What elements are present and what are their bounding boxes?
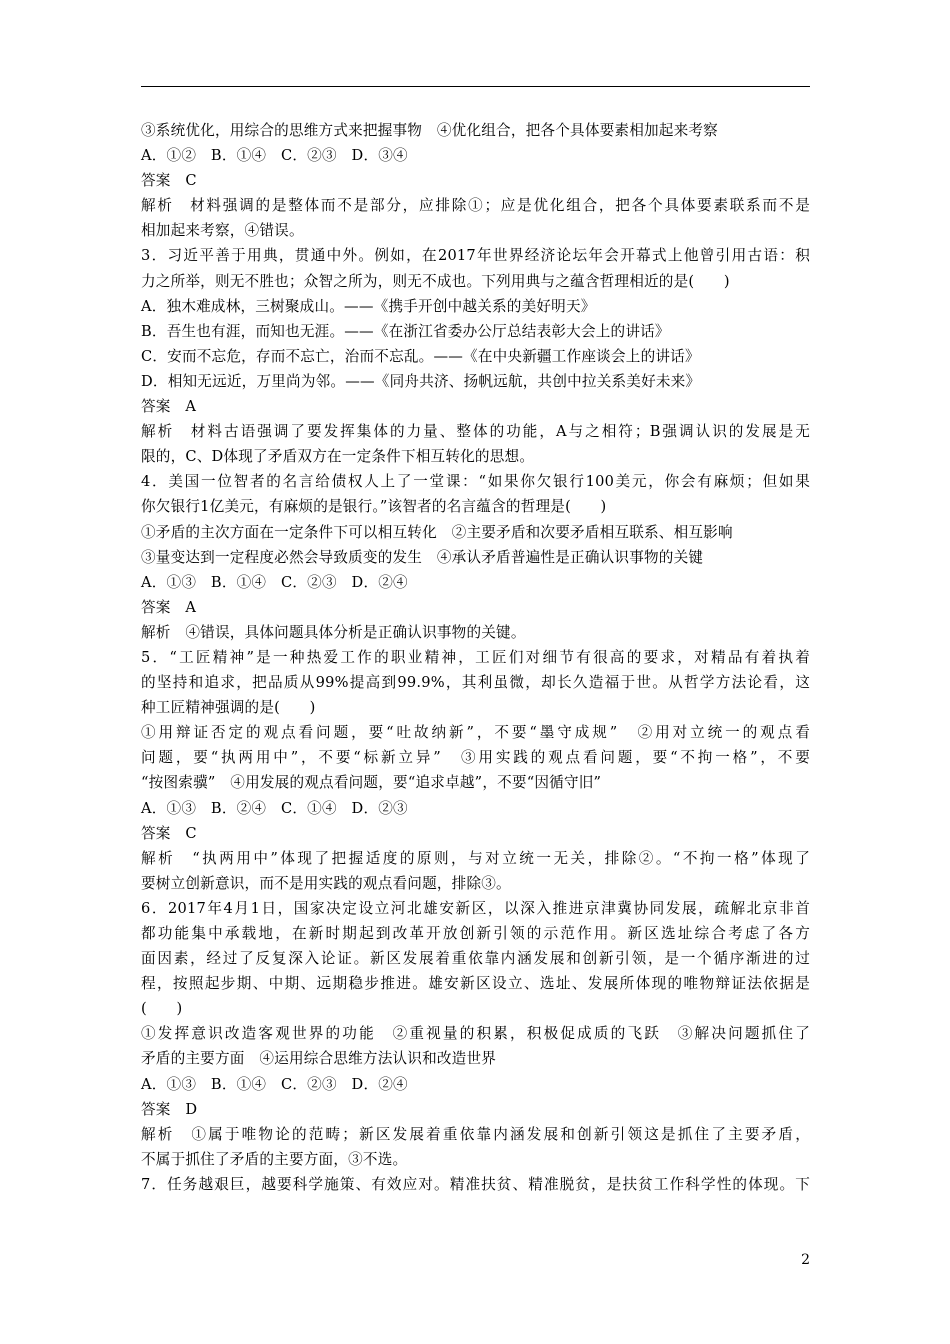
question-6-stem: 6．2017年4月1日，国家决定设立河北雄安新区，以深入推进京津冀协同发展，疏解北京非首 <box>141 899 810 917</box>
header-rule <box>141 86 810 87</box>
option-b: B．吾生也有涯，而知也无涯。——《在浙江省委办公厅总结表彰大会上的讲话》 <box>141 322 670 340</box>
page-body <box>141 118 810 1197</box>
answer-options: A．①③ B．②④ C．①④ D．②③ <box>141 799 408 817</box>
question-6-stem: 都功能集中承载地，在新时期起到改革开放创新引领的示范作用。新区选址综合考虑了各方 <box>141 925 810 942</box>
question-6-stem: ( ) <box>141 1000 183 1018</box>
answer-options: A．①③ B．①④ C．②③ D．②④ <box>141 1075 408 1093</box>
analysis-line: 要树立创新意识，而不是用实践的观点看问题，排除③。 <box>141 874 511 892</box>
question-4-stem: 你欠银行1亿美元，有麻烦的是银行。”该智者的名言蕴含的哲理是( ) <box>141 498 607 516</box>
statement-line: ③量变达到一定程度必然会导致质变的发生 ④承认矛盾普遍性是正确认识事物的关键 <box>141 548 704 566</box>
answer-label: 答案 C <box>141 824 197 842</box>
text-line: ③系统优化，用综合的思维方式来把握事物 ④优化组合，把各个具体要素相加起来考察 <box>141 122 718 139</box>
question-5-stem: 5．“工匠精神”是一种热爱工作的职业精神，工匠们对细节有很高的要求，对精品有着执着 <box>141 648 810 666</box>
answer-label: 答案 D <box>141 1100 198 1118</box>
question-6-stem: 面因素，经过了反复深入论证。新区发展着重依靠内涵发展和创新引领，是一个循序渐进的过 <box>141 950 810 968</box>
option-c: C．安而不忘危，存而不忘亡，治而不忘乱。——《在中央新疆工作座谈会上的讲话》 <box>141 347 700 365</box>
answer-label: 答案 A <box>141 598 197 616</box>
statement-line: “按图索骥” ④用发展的观点看问题，要“追求卓越”，不要“因循守旧” <box>141 774 602 792</box>
question-6-stem: 程，按照起步期、中期、远期稳步推进。雄安新区设立、选址、发展所体现的唯物辩证法依据是 <box>141 975 810 993</box>
question-5-stem: 种工匠精神强调的是( ) <box>141 699 316 717</box>
statement-line: 矛盾的主要方面 ④运用综合思维方法认识和改造世界 <box>141 1050 497 1068</box>
statement-line: ①用辩证否定的观点看问题，要“吐故纳新”，不要“墨守成规” ②用对立统一的观点看 <box>141 724 810 742</box>
answer-options: A．①③ B．①④ C．②③ D．②④ <box>141 573 408 591</box>
statement-line: 问题，要“执两用中”，不要“标新立异” ③用实践的观点看问题，要“不拘一格”，不要 <box>141 749 810 767</box>
analysis-line: 相加起来考察，④错误。 <box>141 222 304 240</box>
analysis-line: 解析 ④错误，具体问题具体分析是正确认识事物的关键。 <box>141 623 526 641</box>
analysis-line: 解析 材料古语强调了要发挥集体的力量、整体的功能，A与之相符；B强调认识的发展是无 <box>141 423 810 441</box>
statement-line: ①发挥意识改造客观世界的功能 ②重视量的积累，积极促成质的飞跃 ③解决问题抓住了 <box>141 1025 810 1043</box>
option-a: A．独木难成林，三树聚成山。——《携手开创中越关系的美好明天》 <box>141 297 596 315</box>
analysis-line: 限的，C、D体现了矛盾双方在一定条件下相互转化的思想。 <box>141 448 535 466</box>
page-number: 2 <box>801 1252 810 1268</box>
analysis-line: 解析 “执两用中”体现了把握适度的原则，与对立统一无关，排除②。“不拘一格”体现了 <box>141 849 810 867</box>
analysis-line: 解析 材料强调的是整体而不是部分，应排除①；应是优化组合，把各个具体要素联系而不是 <box>141 197 810 215</box>
option-d: D．相知无远近，万里尚为邻。——《同舟共济、扬帆远航，共创中拉关系美好未来》 <box>141 372 701 390</box>
analysis-line: 解析 ①属于唯物论的范畴；新区发展着重依靠内涵发展和创新引领这是抓住了主要矛盾， <box>141 1125 810 1143</box>
question-4-stem: 4．美国一位智者的名言给债权人上了一堂课：“如果你欠银行100美元，你会有麻烦；但如果 <box>141 473 810 491</box>
question-3-stem: 3．习近平善于用典，贯通中外。例如，在2017年世界经济论坛年会开幕式上他曾引用古语：积 <box>141 247 810 265</box>
answer-label: 答案 A <box>141 398 197 416</box>
statement-line: ①矛盾的主次方面在一定条件下可以相互转化 ②主要矛盾和次要矛盾相互联系、相互影响 <box>141 523 733 541</box>
question-5-stem: 的坚持和追求，把品质从99%提高到99.9%，其利虽微，却长久造福于世。从哲学方法论看，这 <box>141 674 810 692</box>
question-3-stem: 力之所举，则无不胜也；众智之所为，则无不成也。下列用典与之蕴含哲理相近的是( ) <box>141 272 730 290</box>
answer-label: 答案 C <box>141 172 197 190</box>
analysis-line: 不属于抓住了矛盾的主要方面，③不选。 <box>141 1150 408 1168</box>
question-7-stem: 7．任务越艰巨，越要科学施策、有效应对。精准扶贫、精准脱贫，是扶贫工作科学性的体现。下 <box>141 1175 810 1193</box>
answer-options: A．①② B．①④ C．②③ D．③④ <box>141 147 408 165</box>
